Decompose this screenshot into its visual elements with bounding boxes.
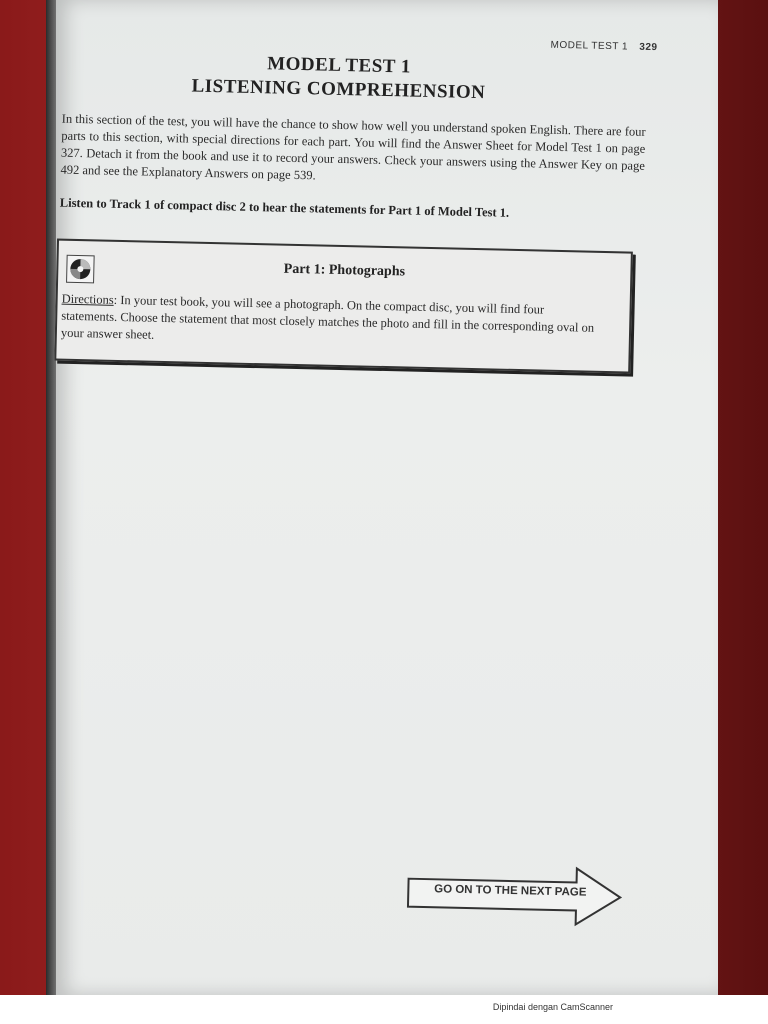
running-head-label: MODEL TEST 1 <box>550 39 629 53</box>
page-title-line2: LISTENING COMPREHENSION <box>191 75 486 104</box>
part-title: Part 1: Photographs <box>283 261 406 280</box>
directions-box <box>54 239 633 374</box>
page-number: 329 <box>639 41 658 54</box>
intro-paragraph: In this section of the test, you will have the chance to show how well you understand spoken English. There are four parts to this section, with special directions for each part. You will find the Answer Sheet for Model Test 1 on page 327. Detach it from the book and use it to record your answers. Check your answers using the Answer Key on page 492 and see the Explanatory Answers on page 539. <box>60 111 646 183</box>
directions-label: Directions <box>61 291 114 307</box>
directions-text <box>61 291 602 354</box>
listen-instruction: Listen to Track 1 of compact disc 2 to hear the statements for Part 1 of Model Test 1. <box>59 195 510 220</box>
next-page-label: GO ON TO THE NEXT PAGE <box>434 883 587 899</box>
next-page-arrow <box>406 861 627 930</box>
running-head <box>550 40 657 53</box>
scanner-footer-text: Dipindai dengan CamScanner <box>492 1002 613 1012</box>
scanner-footer <box>0 1002 768 1012</box>
page-content <box>38 0 722 1002</box>
directions-body: : In your test book, you will see a photograph. On the compact disc, you will find four statements. Choose the statement that most closely matches the photo and fill in the corresponding oval on your answer sheet. <box>60 292 595 342</box>
page-title-line1: MODEL TEST 1 <box>266 53 412 78</box>
book-page <box>56 0 718 995</box>
